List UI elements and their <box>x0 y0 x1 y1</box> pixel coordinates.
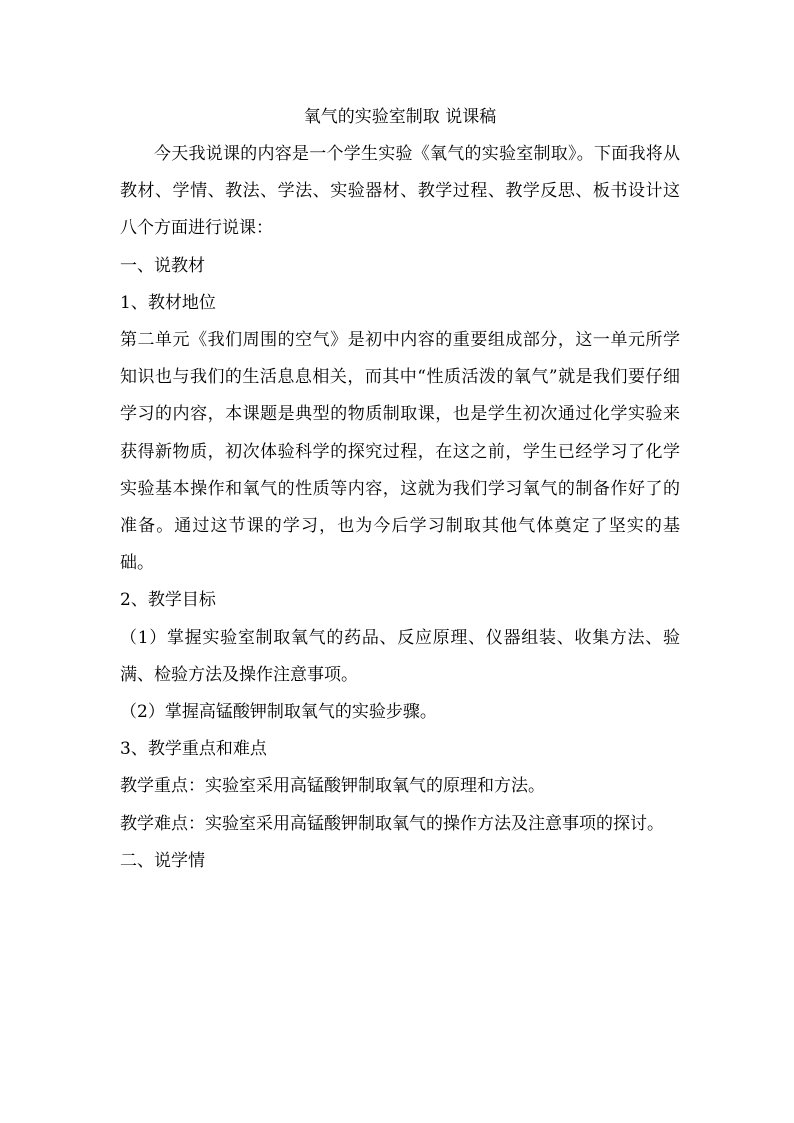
goal-item-1: （1）掌握实验室制取氧气的药品、反应原理、仪器组装、收集方法、验满、检验方法及操作注意事项。 <box>120 627 680 685</box>
intro-paragraph: 今天我说课的内容是一个学生实验《氧气的实验室制取》。下面我将从教材、学情、教法、学法、实验器材、教学过程、教学反思、板书设计这八个方面进行说课： <box>120 144 680 239</box>
section-heading-textbook: 一、说教材 <box>120 255 205 276</box>
goal-item-2: （2）掌握高锰酸钾制取氧气的实验步骤。 <box>120 702 437 723</box>
section-heading-students: 二、说学情 <box>120 850 205 871</box>
subheading-teaching-goals: 2、教学目标 <box>120 590 216 611</box>
textbook-status-paragraph: 第二单元《我们周围的空气》是初中内容的重要组成部分，这一单元所学知识也与我们的生活息息相关，而其中“性质活泼的氧气”就是我们要仔细学习的内容，本课题是典型的物质制取课，也是学生初次通过化学实验来获得新物质，初次体验科学的探究过程，在这之前，学生已经学习了化学实验基本操作和氧气的性质等内容，这就为我们学习氧气的制备作好了的准备。通过这节课的学习，也为今后学习制取其他气体奠定了坚实的基础。 <box>120 330 680 574</box>
subheading-textbook-status: 1、教材地位 <box>120 292 216 313</box>
document-title: 氧气的实验室制取 说课稿 <box>303 107 497 127</box>
key-point-paragraph: 教学重点：实验室采用高锰酸钾制取氧气的原理和方法。 <box>120 776 545 797</box>
difficult-point-paragraph: 教学难点：实验室采用高锰酸钾制取氧气的操作方法及注意事项的探讨。 <box>120 813 664 834</box>
document-body <box>120 104 680 880</box>
subheading-key-points: 3、教学重点和难点 <box>120 739 267 760</box>
